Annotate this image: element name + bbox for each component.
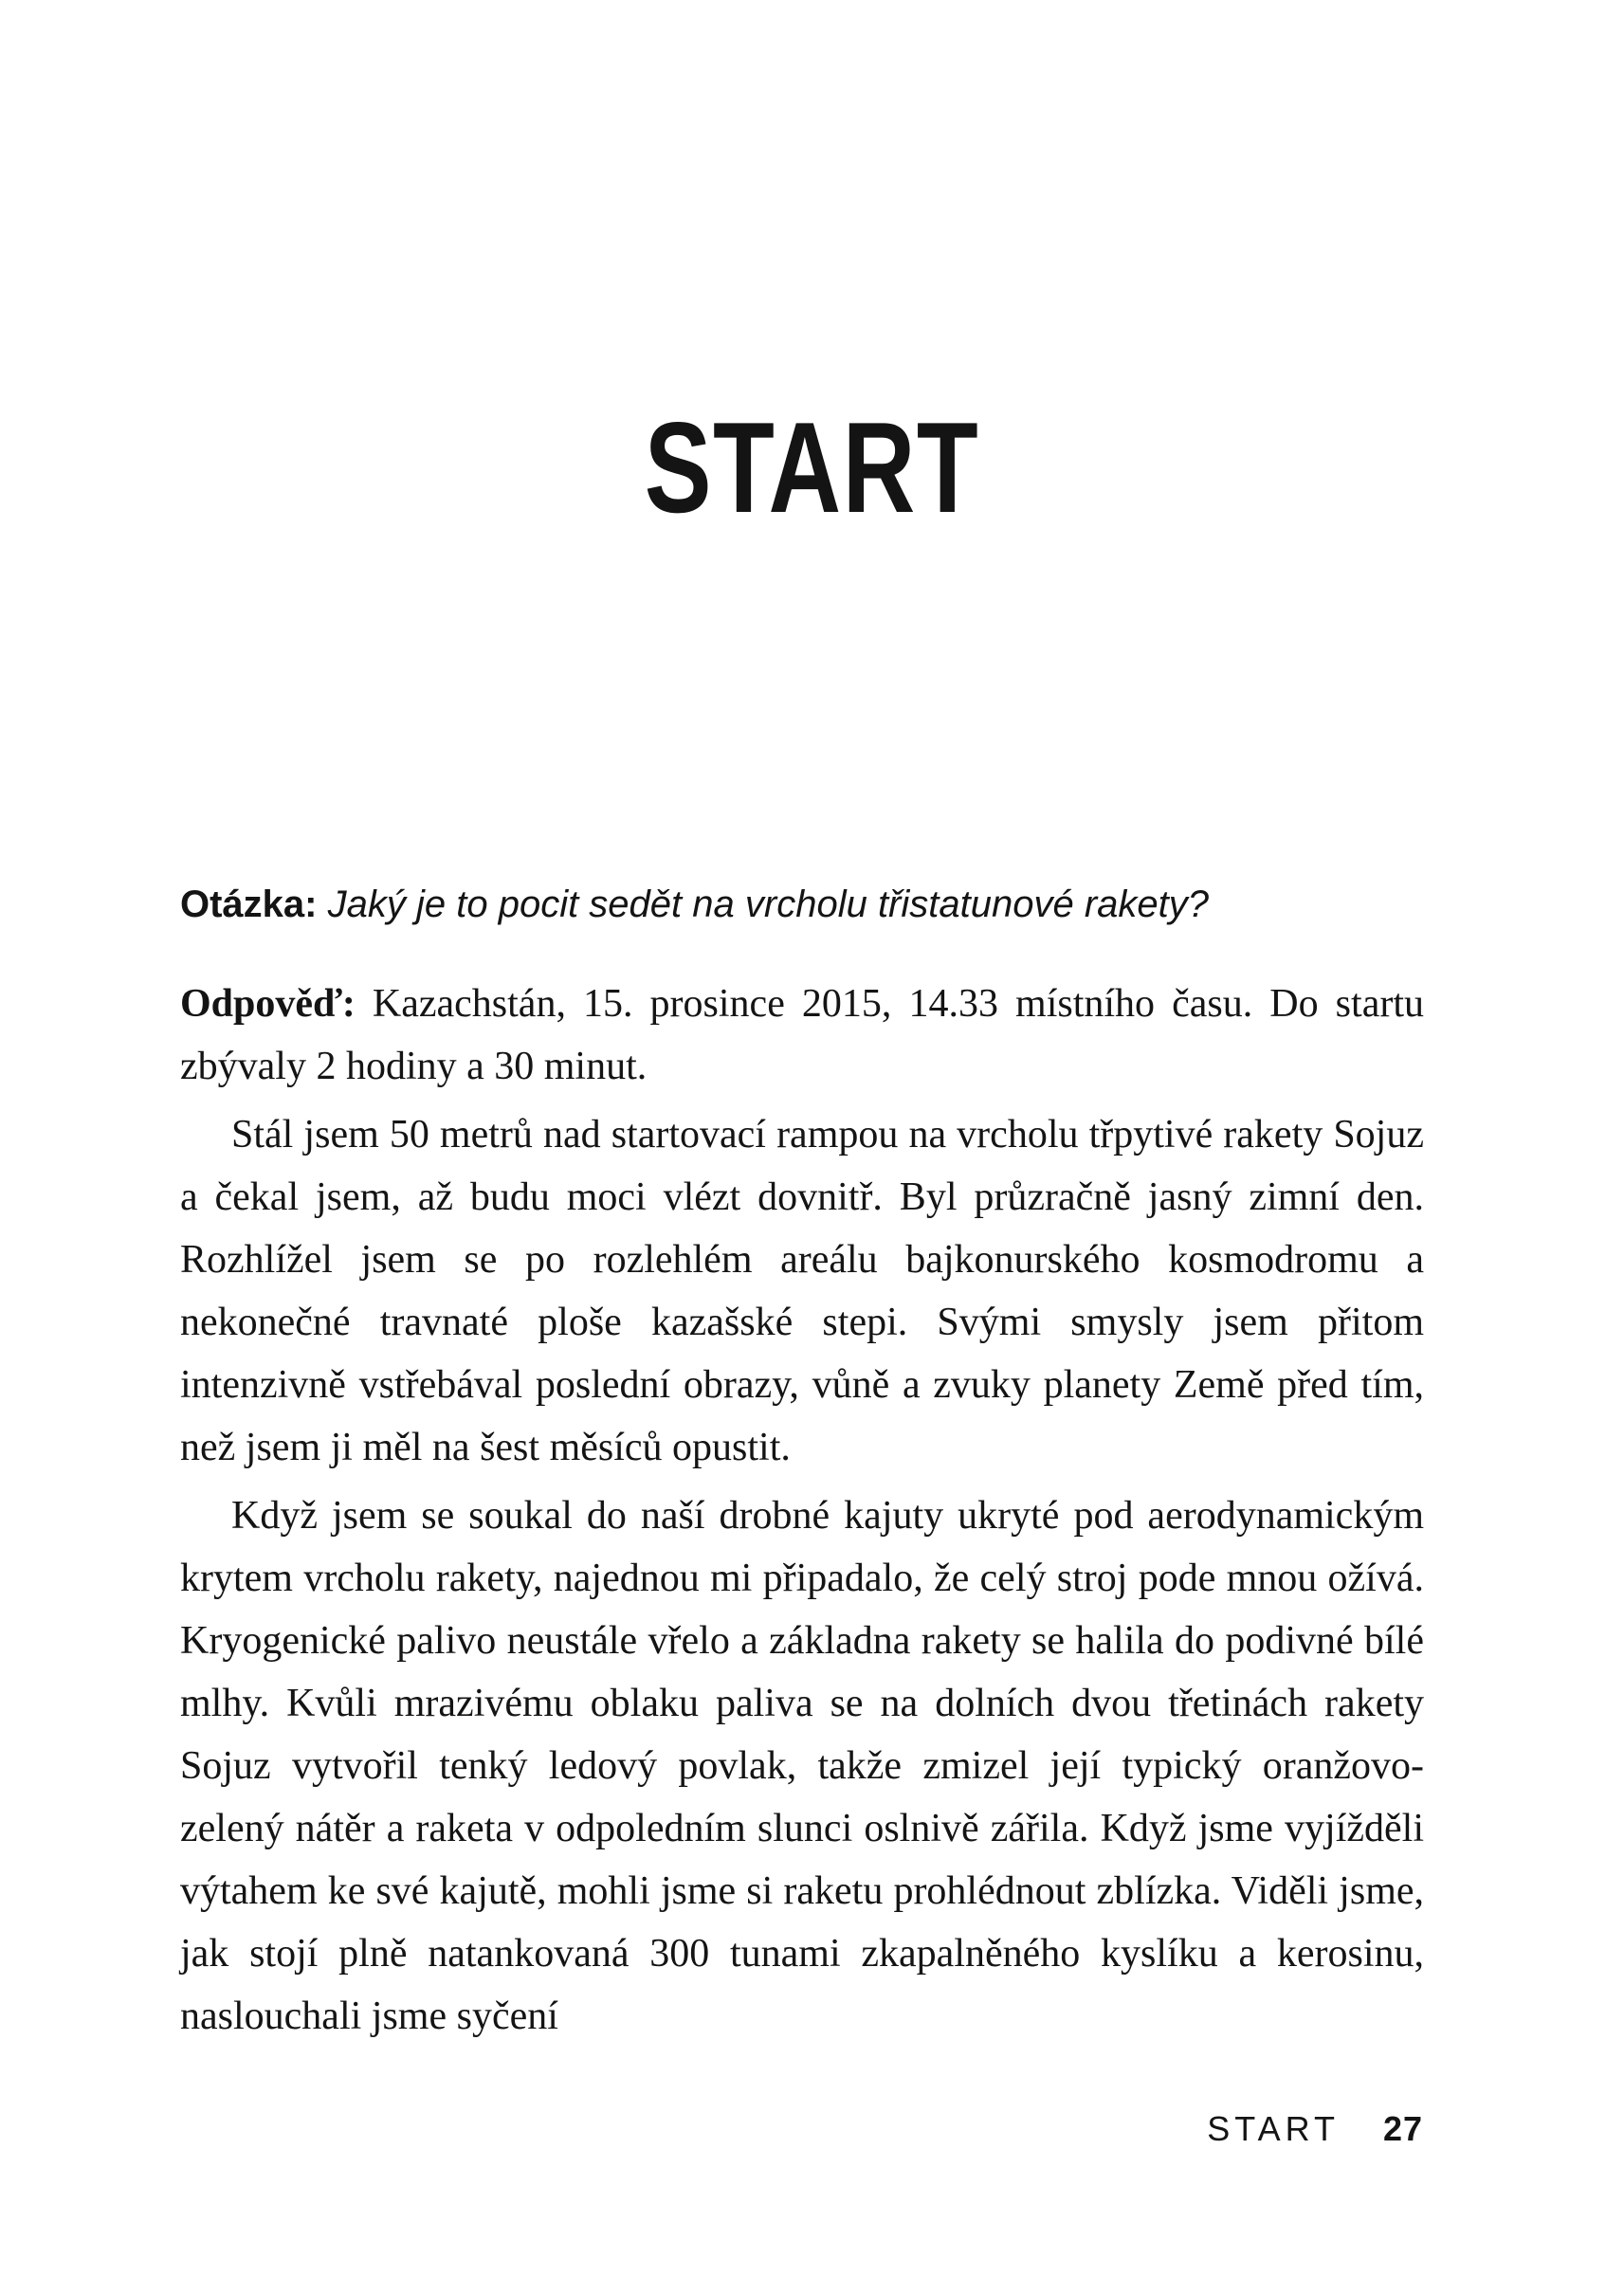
main-text [180, 876, 1424, 2048]
answer-label: Odpověď: [180, 982, 356, 1026]
body-paragraph-1: Stál jsem 50 metrů nad startovací rampou na vrcholu třpytivé rakety Sojuz a čekal jsem, až budu moci vlézt dovnitř. Byl průzračně jasný zimní den. Rozhlížel jsem se po rozlehlém areálu bajkonurského kosmodromu a nekonečné travnaté ploše kazašské stepi. Svými smysly jsem přitom intenzivně vstřebával poslední obrazy, vůně a zvuky planety Země před tím, než jsem ji měl na šest měsíců opustit. [180, 1113, 1424, 1469]
answer-lead-text: Kazachstán, 15. prosince 2015, 14.33 místního času. Do startu zbývaly 2 hodiny a 30 minut. [180, 982, 1424, 1088]
question-label: Otázka: [180, 883, 318, 925]
question-text: Jaký je to pocit sedět na vrcholu třistatunové rakety? [327, 883, 1209, 925]
page-footer [1207, 2109, 1423, 2148]
answer-lead-paragraph [180, 973, 1424, 1098]
body-paragraph-2: Když jsem se soukal do naší drobné kajuty ukryté pod aerodynamickým krytem vrcholu rakety, najednou mi připadalo, že celý stroj pode mnou ožívá. Kryogenické palivo neustále vřelo a základna rakety se halila do podivné bílé mlhy. Kvůli mrazivému oblaku paliva se na dolních dvou třetinách rakety Sojuz vytvořil tenký ledový povlak, takže zmizel její typický oranžovo-zelený nátěr a raketa v odpoledním slunci oslnivě zářila. Když jsme vyjížděli výtahem ke své kajutě, mohli jsme si raketu prohlédnout zblízka. Viděli jsme, jak stojí plně natankovaná 300 tunami zkapalněného kyslíku a kerosinu, naslouchali jsme syčení [180, 1494, 1424, 2038]
chapter-title: START [644, 395, 980, 539]
page-number: 27 [1382, 2109, 1423, 2148]
running-head: START [1207, 2109, 1340, 2148]
question [180, 876, 1424, 933]
